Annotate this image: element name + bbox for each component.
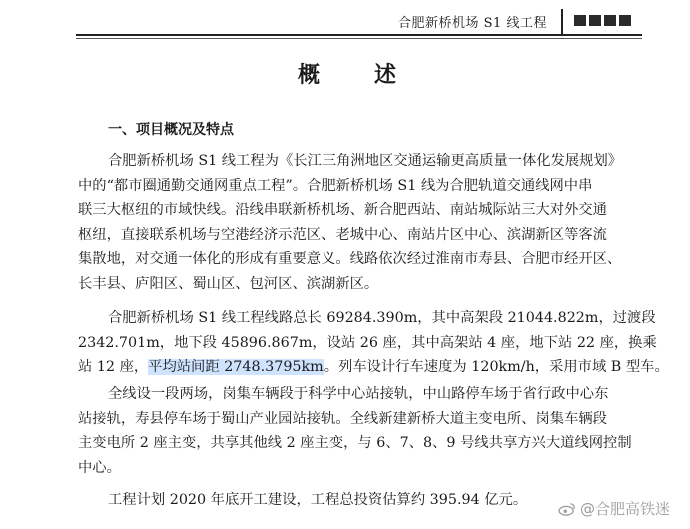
paragraph-line: 长丰县、庐阳区、蜀山区、包河区、滨湖新区。 [78,275,379,292]
header-block-icons [574,15,631,26]
header-divider-bar [561,9,563,36]
paragraph-line: 中心。 [78,459,121,476]
paragraph-line: 全线设一段两场，岗集车辆段于科学中心站接轨，中山路停车场于省行政中心东 [108,386,609,402]
paragraph-line: 站接轨，寿县停车场于蜀山产业园站接轨。全线新建新桥大道主变电所、岗集车辆段 [78,410,607,427]
paragraph-line: 合肥新桥机场 S1 线工程线路总长 69284.390m，其中高架段 21044.822m，过渡段 [108,310,656,326]
header-title: 合肥新桥机场 S1 线工程 [398,16,547,31]
paragraph-line: 合肥新桥机场 S1 线工程为《长江三角洲地区交通运输更高质量一体化发展规划》 [108,153,623,169]
section-heading: 一、项目概况及特点 [108,122,234,138]
paragraph-line: 主变电所 2 座主变，共享其他线 2 座主变，与 6、7、8、9 号线共享方兴大道线网控制 [78,435,632,451]
block-icon [589,15,601,26]
paragraph-line: 工程计划 2020 年底开工建设，工程总投资估算约 395.94 亿元。 [108,492,528,508]
weibo-icon [558,502,576,516]
paragraph-overview [78,149,644,296]
header-rule-thick [76,34,642,36]
paragraph-line: 枢纽，直接联系机场与空港经济示范区、老城中心、南站片区中心、滨湖新区等客流 [78,226,607,243]
page-title: 概 述 [297,63,412,88]
paragraph-line: 中的“都市圈通勤交通网重点工程”。合肥新桥机场 S1 线为合肥轨道交通线网中串 [78,177,593,194]
block-icon [604,15,616,26]
watermark-text: @合肥高铁迷 [580,500,671,518]
weibo-watermark [558,498,670,519]
block-icon [619,15,631,26]
line-text: 站 12 座， [78,359,149,375]
paragraph-line-stats [78,306,669,380]
line-text: 。列车设计行车速度为 120km/h，采用市域 B 型车。 [323,359,669,375]
paragraph-line: 联三大枢纽的市域快线。沿线串联新桥机场、新合肥西站、南站城际站三大对外交通 [78,202,607,218]
block-icon [574,15,586,26]
paragraph-line: 集散地，对交通一体化的形成有重要意义。线路依次经过淮南市寿县、合肥市经开区、 [78,251,622,267]
paragraph-line: 2342.701m，地下段 45896.867m，设站 26 座，其中高架站 4 座，地下站 22 座，换乘 [78,334,657,351]
paragraph-depots [78,382,644,480]
paragraph-line [78,355,669,380]
header-rule-thin [76,38,642,39]
highlighted-text[interactable]: 平均站间距 2748.3795km [148,359,324,375]
